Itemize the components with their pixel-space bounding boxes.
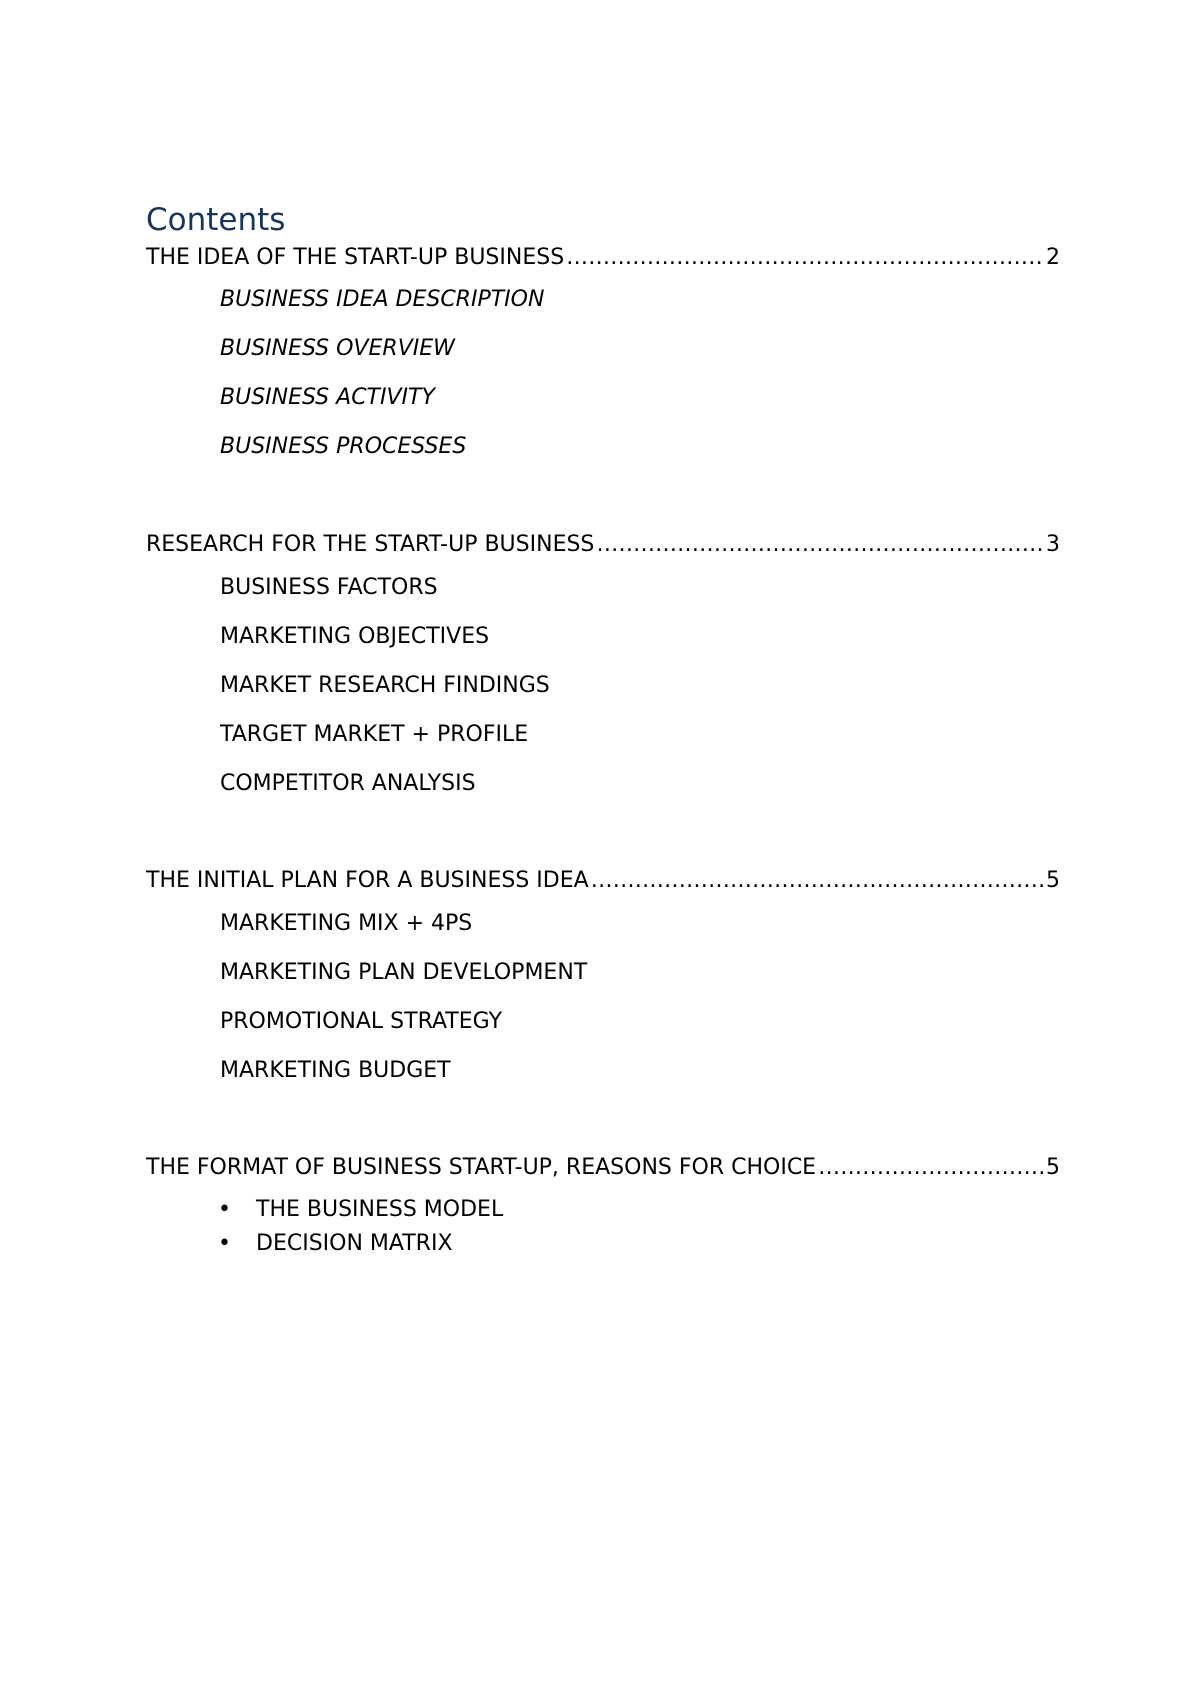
toc-subitem: BUSINESS OVERVIEW [220,336,455,361]
toc-page-number: 3 [1046,532,1060,557]
toc-entry-label: RESEARCH FOR THE START-UP BUSINESS [146,532,595,557]
toc-entry-label: THE FORMAT OF BUSINESS START-UP, REASONS FOR CHOICE [146,1155,817,1180]
toc-subitem: BUSINESS ACTIVITY [220,385,435,410]
dot-leader [596,531,1044,559]
dot-leader [566,244,1044,272]
toc-entry-label: THE IDEA OF THE START-UP BUSINESS [146,245,565,270]
toc-title: Contents [146,202,286,238]
toc-bullet-item [218,1196,503,1224]
toc-bullet-label: DECISION MATRIX [256,1231,453,1256]
toc-entry-research[interactable] [146,531,1060,559]
toc-subitem: MARKET RESEARCH FINDINGS [220,673,550,698]
toc-page-number: 5 [1046,1155,1060,1180]
toc-subitem: MARKETING OBJECTIVES [220,624,490,649]
toc-subitem: MARKETING MIX + 4PS [220,911,473,936]
toc-subitem: BUSINESS PROCESSES [220,434,467,459]
toc-subitem: MARKETING PLAN DEVELOPMENT [220,960,588,985]
toc-subitem: BUSINESS FACTORS [220,575,438,600]
toc-subitem: BUSINESS IDEA DESCRIPTION [220,287,545,312]
toc-subitem: TARGET MARKET + PROFILE [220,722,529,747]
toc-entry-format[interactable] [146,1154,1060,1182]
toc-entry-initial-plan[interactable] [146,867,1060,895]
dot-leader [591,867,1044,895]
toc-page-number: 5 [1046,868,1060,893]
bullet-icon: • [218,1197,231,1222]
dot-leader [818,1154,1044,1182]
toc-bullet-item [218,1230,453,1258]
toc-subitem: COMPETITOR ANALYSIS [220,771,476,796]
toc-subitem: PROMOTIONAL STRATEGY [220,1009,503,1034]
toc-page-number: 2 [1046,245,1060,270]
toc-entry-label: THE INITIAL PLAN FOR A BUSINESS IDEA [146,868,589,893]
toc-bullet-label: THE BUSINESS MODEL [256,1197,504,1222]
toc-entry-idea[interactable] [146,244,1060,272]
toc-subitem: MARKETING BUDGET [220,1058,451,1083]
bullet-icon: • [218,1231,231,1256]
